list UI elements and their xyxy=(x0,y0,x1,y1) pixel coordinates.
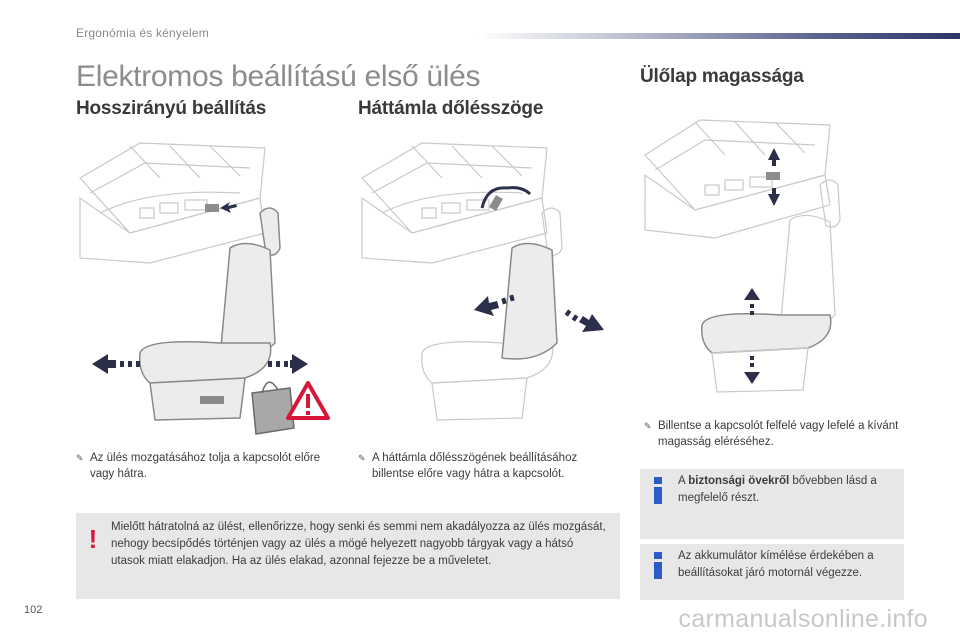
section-title-backrest: Háttámla dőlésszöge xyxy=(358,98,544,119)
bullet-marker-icon: ✎ xyxy=(358,453,366,463)
instruction-longitudinal: ✎ Az ülés mozgatásához tolja a kapcsolót előre vagy hátra. xyxy=(76,452,321,480)
cushion-down-arrow-icon xyxy=(744,356,760,384)
info-note-battery: Az akkumulátor kímélése érdekében a beállításokat járó motornál végezze. xyxy=(640,544,904,600)
warning-triangle-icon xyxy=(288,383,328,418)
info-note-seatbelts: A biztonsági övekről bővebben lásd a megfelelő részt. xyxy=(640,469,904,539)
info-icon xyxy=(654,477,662,503)
header-bar xyxy=(478,33,960,39)
section-title-longitudinal: Hosszirányú beállítás xyxy=(76,98,267,119)
exclamation-icon: ! xyxy=(88,523,98,554)
warning-note xyxy=(76,513,620,599)
bullet-marker-icon: ✎ xyxy=(76,453,84,463)
seat-backrest-illustration xyxy=(352,138,627,438)
seat-switch xyxy=(205,204,219,212)
height-switch xyxy=(766,172,780,180)
seat-height-illustration xyxy=(640,110,915,400)
fore-aft-arrow-icon xyxy=(220,202,237,213)
warning-text: Mielőtt hátratolná az ülést, ellenőrizze, hogy senki és semmi nem akadályozza az ülés mozgását, nehogy becsípődés történjen vagy az ülés a mögé helyezett nagyobb tárgyak vagy a hátsó utasok miatt elakadjon. Ha az ülés elakad, azonnal fejezze be a műveletet. xyxy=(111,521,606,567)
seat-longitudinal-illustration xyxy=(70,138,345,438)
backrest-backward-arrow-icon xyxy=(565,309,604,332)
watermark: carmanualsonline.info xyxy=(678,605,928,633)
section-title-height: Ülőlap magassága xyxy=(640,66,804,87)
seatbelts-link-text: biztonsági övekről xyxy=(688,475,790,487)
cushion-up-arrow-icon xyxy=(744,288,760,315)
page-title: Elektromos beállítású első ülés xyxy=(76,60,481,93)
bullet-marker-icon: ✎ xyxy=(644,421,652,431)
instruction-backrest: ✎ A háttámla dőlésszögének beállításához billentse előre vagy hátra a kapcsolót. xyxy=(358,452,578,480)
instruction-height: ✎ Billentse a kapcsolót felfelé vagy lefelé a kívánt magasság eléréséhez. xyxy=(644,420,899,448)
right-arrow-icon xyxy=(268,354,308,374)
page-number: 102 xyxy=(24,604,43,616)
header-title: Ergonómia és kényelem xyxy=(76,26,209,40)
left-arrow-icon xyxy=(92,354,140,374)
info-icon xyxy=(654,552,662,578)
bag-illustration xyxy=(252,382,294,434)
